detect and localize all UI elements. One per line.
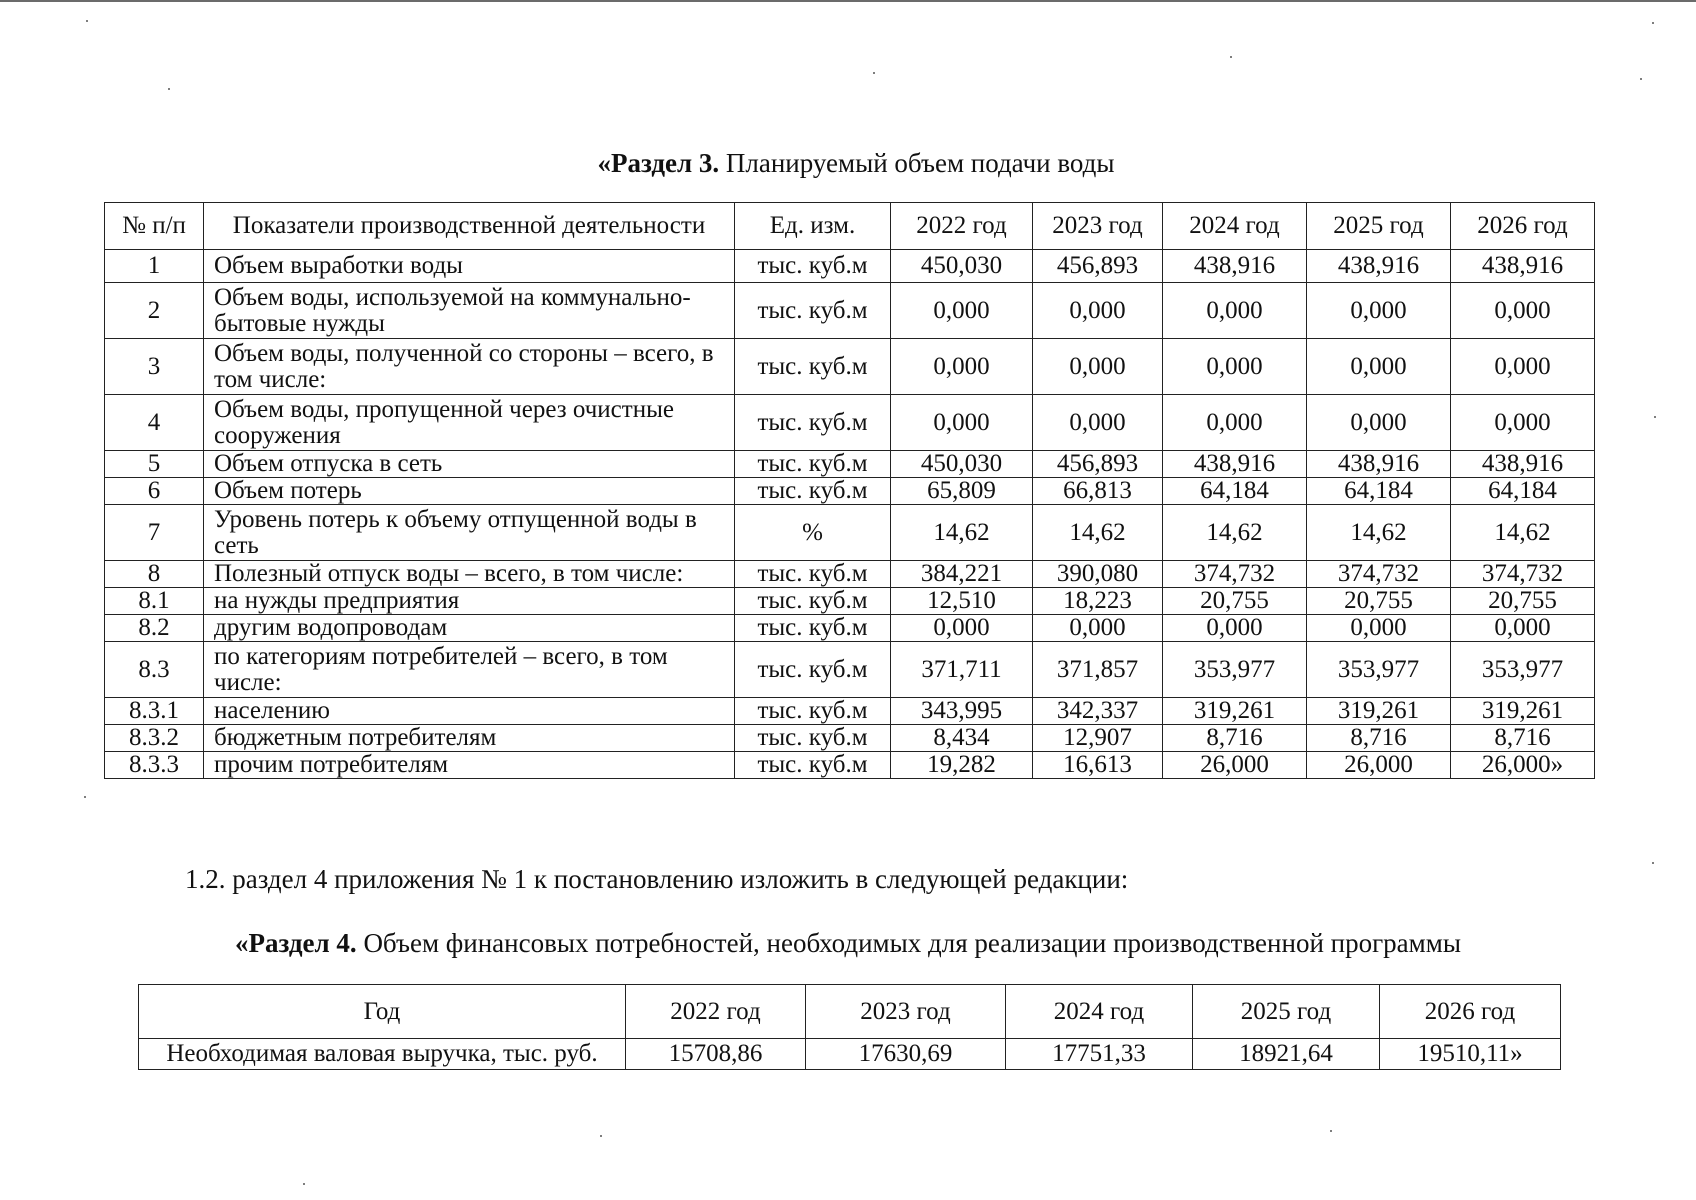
value-2023: 14,62	[1033, 505, 1163, 561]
value-2025: 0,000	[1307, 395, 1451, 451]
value-2022: 450,030	[891, 250, 1033, 283]
header-2026: 2026 год	[1451, 203, 1595, 250]
row-indicator: по категориям потребителей – всего, в том числе:	[204, 642, 735, 698]
value-2024: 17751,33	[1006, 1039, 1193, 1070]
value-2022: 15708,86	[626, 1039, 806, 1070]
table-row	[105, 478, 1595, 505]
value-2026: 438,916	[1451, 250, 1595, 283]
header-2023: 2023 год	[806, 985, 1006, 1039]
row-num: 8.3.1	[105, 698, 204, 725]
value-2024: 26,000	[1163, 752, 1307, 779]
row-unit: тыс. куб.м	[735, 451, 891, 478]
value-2026: 374,732	[1451, 561, 1595, 588]
value-2022: 0,000	[891, 615, 1033, 642]
table-row	[105, 725, 1595, 752]
header-2023: 2023 год	[1033, 203, 1163, 250]
scan-speck	[1640, 78, 1642, 80]
value-2026: 20,755	[1451, 588, 1595, 615]
value-2023: 371,857	[1033, 642, 1163, 698]
top-scan-edge	[0, 0, 1696, 2]
value-2022: 65,809	[891, 478, 1033, 505]
row-unit: тыс. куб.м	[735, 615, 891, 642]
row-num: 8.1	[105, 588, 204, 615]
row-indicator: прочим потребителям	[204, 752, 735, 779]
value-2026: 319,261	[1451, 698, 1595, 725]
value-2025: 438,916	[1307, 451, 1451, 478]
value-2024: 14,62	[1163, 505, 1307, 561]
value-2024: 0,000	[1163, 283, 1307, 339]
row-indicator: Объем воды, используемой на коммунально-бытовые нужды	[204, 283, 735, 339]
scan-speck	[600, 1135, 602, 1137]
header-2025: 2025 год	[1307, 203, 1451, 250]
section-3-title-bold: «Раздел 3.	[597, 148, 720, 178]
value-2024: 0,000	[1163, 339, 1307, 395]
value-2023: 0,000	[1033, 615, 1163, 642]
row-unit: тыс. куб.м	[735, 752, 891, 779]
value-2023: 18,223	[1033, 588, 1163, 615]
value-2022: 450,030	[891, 451, 1033, 478]
value-2024: 8,716	[1163, 725, 1307, 752]
value-2022: 8,434	[891, 725, 1033, 752]
value-2026: 0,000	[1451, 395, 1595, 451]
row-indicator: Полезный отпуск воды – всего, в том числе:	[204, 561, 735, 588]
financial-needs-table	[138, 984, 1561, 1070]
value-2022: 0,000	[891, 395, 1033, 451]
header-unit: Ед. изм.	[735, 203, 891, 250]
value-2022: 343,995	[891, 698, 1033, 725]
value-2025: 0,000	[1307, 283, 1451, 339]
row-num: 1	[105, 250, 204, 283]
header-2022: 2022 год	[891, 203, 1033, 250]
value-2023: 17630,69	[806, 1039, 1006, 1070]
table-header-row	[139, 985, 1561, 1039]
value-2025: 374,732	[1307, 561, 1451, 588]
section-3-title-text: Планируемый объем подачи воды	[719, 148, 1115, 178]
row-indicator: Объем потерь	[204, 478, 735, 505]
scan-speck	[303, 1183, 305, 1185]
section-4-title	[0, 927, 1696, 959]
water-supply-table	[104, 202, 1595, 779]
table-row	[105, 505, 1595, 561]
value-2025: 0,000	[1307, 339, 1451, 395]
section-4-title-bold: «Раздел 4.	[235, 928, 357, 958]
value-2023: 16,613	[1033, 752, 1163, 779]
table-row	[105, 642, 1595, 698]
row-unit: тыс. куб.м	[735, 478, 891, 505]
value-2025: 319,261	[1307, 698, 1451, 725]
value-2026: 438,916	[1451, 451, 1595, 478]
table-row	[105, 339, 1595, 395]
value-2022: 0,000	[891, 283, 1033, 339]
value-2023: 0,000	[1033, 395, 1163, 451]
value-2025: 20,755	[1307, 588, 1451, 615]
table-row	[105, 615, 1595, 642]
row-indicator: Уровень потерь к объему отпущенной воды в сеть	[204, 505, 735, 561]
value-2023: 12,907	[1033, 725, 1163, 752]
value-2022: 0,000	[891, 339, 1033, 395]
section-4-title-text: Объем финансовых потребностей, необходимых для реализации производственной программы	[356, 928, 1461, 958]
value-2023: 342,337	[1033, 698, 1163, 725]
table-header-row	[105, 203, 1595, 250]
value-2024: 438,916	[1163, 451, 1307, 478]
value-2026: 0,000	[1451, 283, 1595, 339]
row-num: 5	[105, 451, 204, 478]
value-2026: 8,716	[1451, 725, 1595, 752]
row-num: 8.3.2	[105, 725, 204, 752]
header-num: № п/п	[105, 203, 204, 250]
header-indicator: Показатели производственной деятельности	[204, 203, 735, 250]
value-2024: 374,732	[1163, 561, 1307, 588]
value-2026: 19510,11»	[1380, 1039, 1561, 1070]
row-num: 8.2	[105, 615, 204, 642]
value-2023: 456,893	[1033, 250, 1163, 283]
value-2025: 353,977	[1307, 642, 1451, 698]
value-2025: 26,000	[1307, 752, 1451, 779]
row-unit: тыс. куб.м	[735, 283, 891, 339]
table-row	[105, 451, 1595, 478]
scan-speck	[873, 72, 875, 74]
value-2025: 8,716	[1307, 725, 1451, 752]
value-2022: 371,711	[891, 642, 1033, 698]
value-2023: 0,000	[1033, 283, 1163, 339]
scan-speck	[1330, 1130, 1332, 1132]
header-2024: 2024 год	[1163, 203, 1307, 250]
value-2024: 0,000	[1163, 615, 1307, 642]
value-2025: 14,62	[1307, 505, 1451, 561]
value-2026: 0,000	[1451, 339, 1595, 395]
header-year: Год	[139, 985, 626, 1039]
row-indicator: бюджетным потребителям	[204, 725, 735, 752]
row-unit: тыс. куб.м	[735, 725, 891, 752]
row-unit: тыс. куб.м	[735, 339, 891, 395]
row-indicator: населению	[204, 698, 735, 725]
table-row	[105, 395, 1595, 451]
row-unit: тыс. куб.м	[735, 250, 891, 283]
value-2024: 0,000	[1163, 395, 1307, 451]
value-2024: 319,261	[1163, 698, 1307, 725]
row-indicator: другим водопроводам	[204, 615, 735, 642]
row-unit: тыс. куб.м	[735, 698, 891, 725]
value-2022: 14,62	[891, 505, 1033, 561]
table-row	[105, 752, 1595, 779]
amendment-paragraph: 1.2. раздел 4 приложения № 1 к постановлению изложить в следующей редакции:	[185, 864, 1129, 894]
value-2024: 20,755	[1163, 588, 1307, 615]
scan-speck	[1230, 56, 1232, 58]
value-2023: 0,000	[1033, 339, 1163, 395]
value-2022: 19,282	[891, 752, 1033, 779]
value-2026: 26,000»	[1451, 752, 1595, 779]
header-2024: 2024 год	[1006, 985, 1193, 1039]
value-2026: 353,977	[1451, 642, 1595, 698]
table-row	[105, 588, 1595, 615]
row-indicator: Объем воды, пропущенной через очистные сооружения	[204, 395, 735, 451]
value-2025: 64,184	[1307, 478, 1451, 505]
value-2024: 64,184	[1163, 478, 1307, 505]
header-2026: 2026 год	[1380, 985, 1561, 1039]
table-row	[105, 283, 1595, 339]
table-row	[105, 698, 1595, 725]
row-indicator: Объем воды, полученной со стороны – всего, в том числе:	[204, 339, 735, 395]
value-2025: 0,000	[1307, 615, 1451, 642]
value-2026: 64,184	[1451, 478, 1595, 505]
row-num: 6	[105, 478, 204, 505]
value-2026: 14,62	[1451, 505, 1595, 561]
row-indicator: Объем выработки воды	[204, 250, 735, 283]
row-unit: тыс. куб.м	[735, 642, 891, 698]
header-2022: 2022 год	[626, 985, 806, 1039]
scan-speck	[1654, 416, 1656, 418]
row-indicator: Объем отпуска в сеть	[204, 451, 735, 478]
row-num: 4	[105, 395, 204, 451]
value-2024: 438,916	[1163, 250, 1307, 283]
row-num: 8	[105, 561, 204, 588]
scan-speck	[84, 796, 86, 798]
value-2023: 390,080	[1033, 561, 1163, 588]
row-num: 7	[105, 505, 204, 561]
value-2025: 438,916	[1307, 250, 1451, 283]
row-num: 2	[105, 283, 204, 339]
table-row	[105, 561, 1595, 588]
section-3-title	[8, 147, 1696, 179]
value-2022: 384,221	[891, 561, 1033, 588]
value-2023: 456,893	[1033, 451, 1163, 478]
value-2024: 353,977	[1163, 642, 1307, 698]
scan-speck	[86, 20, 88, 22]
scan-speck	[1652, 22, 1654, 24]
row-unit: тыс. куб.м	[735, 395, 891, 451]
scan-speck	[1652, 862, 1654, 864]
value-2025: 18921,64	[1193, 1039, 1380, 1070]
row-num: 3	[105, 339, 204, 395]
scan-speck	[168, 88, 170, 90]
table-row	[139, 1039, 1561, 1070]
row-unit: %	[735, 505, 891, 561]
row-num: 8.3	[105, 642, 204, 698]
row-label: Необходимая валовая выручка, тыс. руб.	[139, 1039, 626, 1070]
row-unit: тыс. куб.м	[735, 561, 891, 588]
value-2022: 12,510	[891, 588, 1033, 615]
header-2025: 2025 год	[1193, 985, 1380, 1039]
row-unit: тыс. куб.м	[735, 588, 891, 615]
row-num: 8.3.3	[105, 752, 204, 779]
value-2023: 66,813	[1033, 478, 1163, 505]
value-2026: 0,000	[1451, 615, 1595, 642]
row-indicator: на нужды предприятия	[204, 588, 735, 615]
table-row	[105, 250, 1595, 283]
